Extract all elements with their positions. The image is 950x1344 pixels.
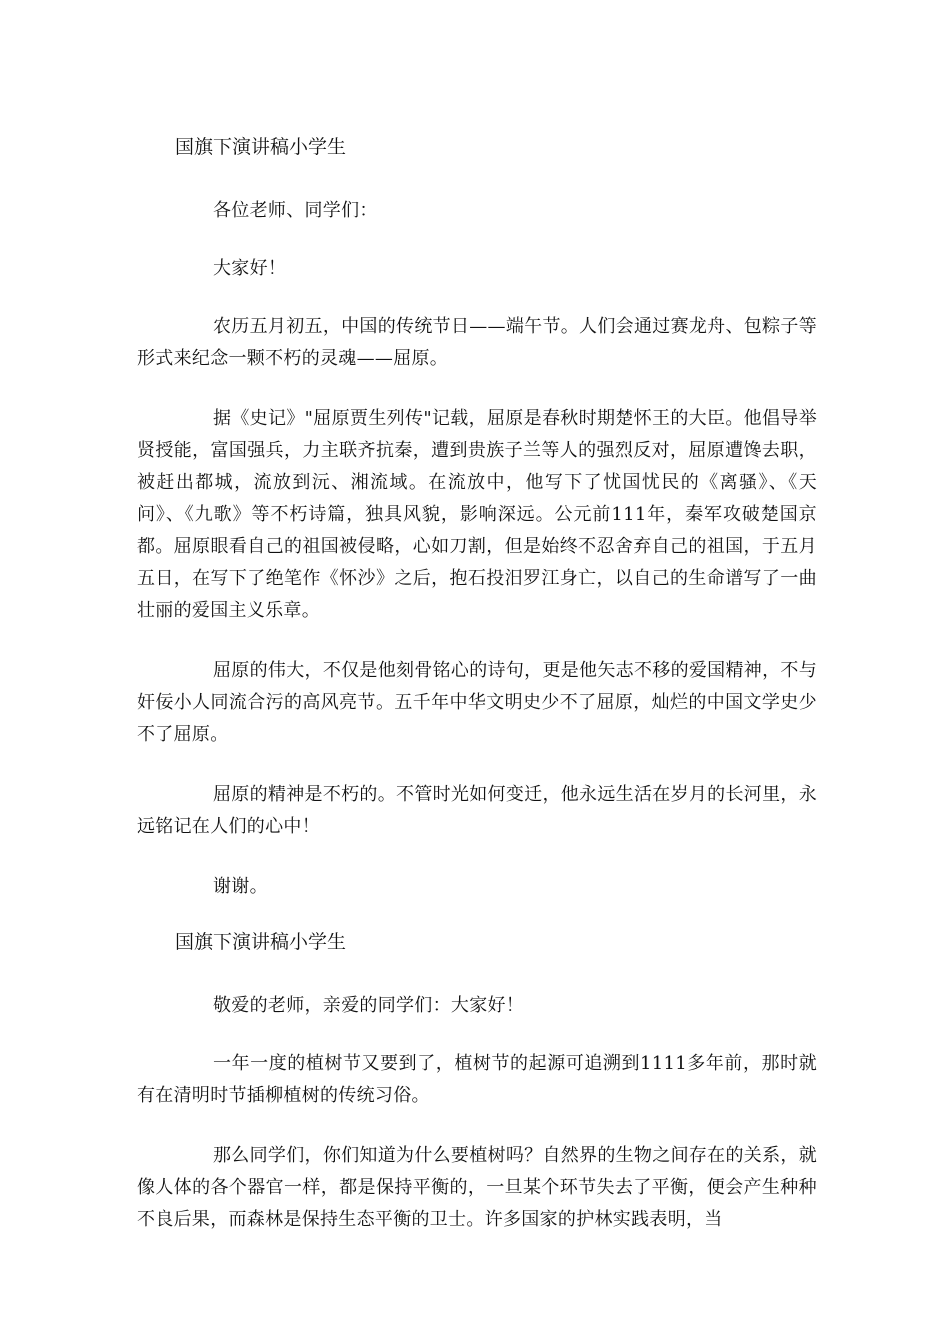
paragraph: 据《史记》"屈原贾生列传"记载，屈原是春秋时期楚怀王的大臣。他倡导举贤授能，富国强兵，力主联齐抗秦，遭到贵族子兰等人的强烈反对，屈原遭馋去职，被赶出都城，流放到沅、湘流域。在流放中，他写下了忧国忧民的《离骚》、《天问》、《九歌》等不朽诗篇，独具风貌，影响深远。公元前111年，秦军攻破楚国京都。屈原眼看自己的祖国被侵略，心如刀割，但是始终不忍舍弃自己的祖国，于五月五日，在写下了绝笔作《怀沙》之后，抱石投汨罗江身亡，以自己的生命谱写了一曲壮丽的爱国主义乐章。 (137, 408, 817, 621)
paragraph: 谢谢。 (213, 876, 268, 897)
paragraph: 屈原的伟大，不仅是他刻骨铭心的诗句，更是他矢志不移的爱国精神，不与奸佞小人同流合污的高风亮节。五千年中华文明史少不了屈原，灿烂的中国文学史少不了屈原。 (137, 660, 817, 745)
paragraph: 敬爱的老师，亲爱的同学们：大家好！ (213, 995, 525, 1016)
document-body (137, 134, 817, 1264)
section-title: 国旗下演讲稿小学生 (175, 931, 347, 953)
paragraph: 那么同学们，你们知道为什么要植树吗？自然界的生物之间存在的关系，就像人体的各个器官一样，都是保持平衡的，一旦某个环节失去了平衡，便会产生种种不良后果，而森林是保持生态平衡的卫士。许多国家的护林实践表明，当 (137, 1145, 817, 1230)
paragraph: 大家好！ (213, 258, 287, 279)
section-title: 国旗下演讲稿小学生 (175, 136, 347, 158)
paragraph: 一年一度的植树节又要到了，植树节的起源可追溯到1111多年前，那时就有在清明时节插柳植树的传统习俗。 (137, 1053, 817, 1106)
paragraph: 屈原的精神是不朽的。不管时光如何变迁，他永远生活在岁月的长河里，永远铭记在人们的心中！ (137, 784, 817, 837)
paragraph: 各位老师、同学们： (213, 200, 378, 221)
paragraph: 农历五月初五，中国的传统节日——端午节。人们会通过赛龙舟、包粽子等形式来纪念一颗不朽的灵魂——屈原。 (137, 316, 817, 369)
